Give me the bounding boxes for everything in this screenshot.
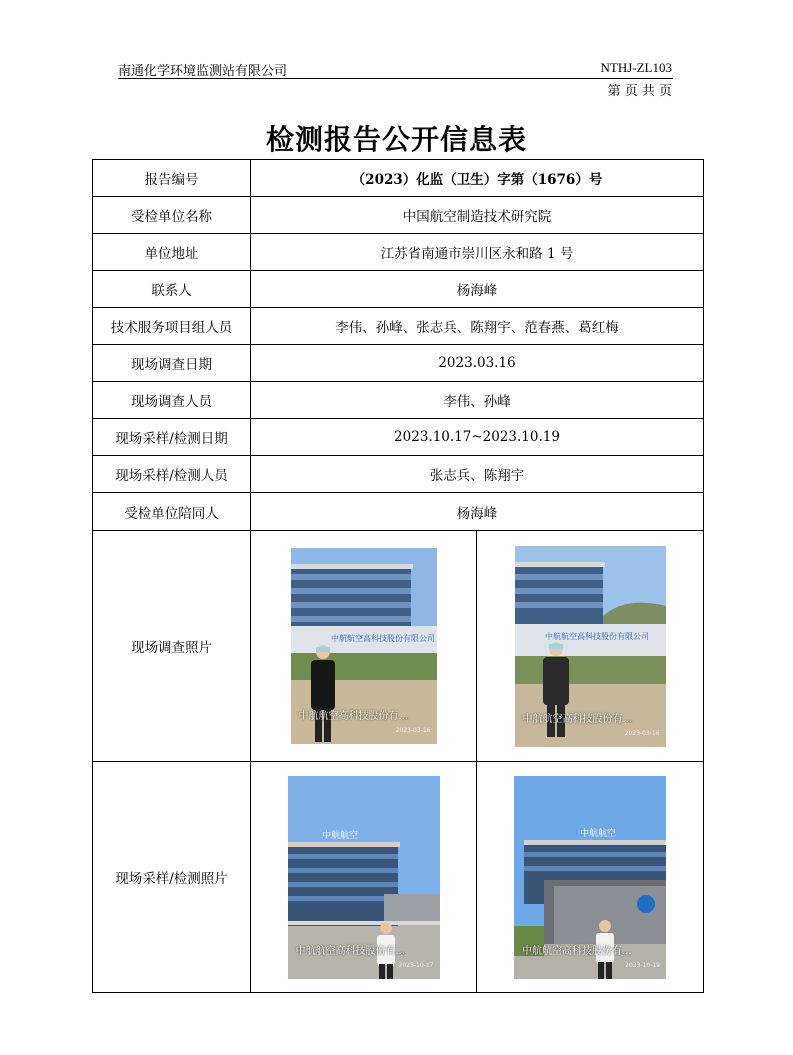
row-label: 报告编号 — [93, 160, 251, 197]
address-value: 江苏省南通市崇川区永和路 1 号 — [251, 234, 704, 271]
photo-cell — [477, 531, 704, 762]
svg-text:中航航空高科技股份有限公司: 中航航空高科技股份有限公司 — [544, 631, 649, 641]
photo-caption: 中航航空高科技股份有... — [522, 713, 633, 725]
row-label: 现场采样/检测照片 — [93, 762, 251, 993]
row-label: 现场采样/检测日期 — [93, 419, 251, 456]
row-label: 现场调查照片 — [93, 531, 251, 762]
table-row — [93, 234, 704, 271]
survey-staff-value: 李伟、孙峰 — [251, 382, 704, 419]
row-label: 技术服务项目组人员 — [93, 308, 251, 345]
company-name: 南通化学环境监测站有限公司 — [118, 64, 288, 79]
info-table — [92, 159, 704, 993]
row-label: 单位地址 — [93, 234, 251, 271]
photo-cell — [251, 531, 477, 762]
survey-date-value: 2023.03.16 — [251, 345, 704, 382]
sampling-photo — [288, 776, 440, 979]
header-divider — [118, 78, 673, 79]
photo-cell — [251, 762, 477, 993]
sampling-staff-value: 张志兵、陈翔宇 — [251, 456, 704, 493]
sampling-date-value: 2023.10.17~2023.10.19 — [251, 419, 704, 456]
svg-text:中航航空: 中航航空 — [321, 830, 358, 841]
document-title: 检测报告公开信息表 — [265, 123, 527, 156]
sampling-photo — [514, 776, 666, 979]
table-row — [93, 531, 704, 762]
photo-timestamp: 2023-03-16 — [624, 729, 660, 737]
row-label: 受检单位名称 — [93, 197, 251, 234]
table-row — [93, 271, 704, 308]
page-indicator: 第 页 共 页 — [607, 84, 672, 99]
table-row — [93, 762, 704, 993]
row-label: 现场调查人员 — [93, 382, 251, 419]
photo-timestamp: 2023-03-16 — [395, 727, 431, 734]
table-row — [93, 419, 704, 456]
svg-text:中航航空高科技股份有限公司: 中航航空高科技股份有限公司 — [330, 634, 435, 643]
contact-value: 杨海峰 — [251, 271, 704, 308]
table-row — [93, 456, 704, 493]
report-number-value: （2023）化监（卫生）字第（1676）号 — [251, 160, 704, 197]
row-label: 受检单位陪同人 — [93, 493, 251, 531]
photo-timestamp: 2023-10-19 — [625, 961, 660, 969]
row-label: 现场调查日期 — [93, 345, 251, 382]
photo-caption: 中航航空高科技股份有... — [295, 945, 406, 957]
accompanying-person-value: 杨海峰 — [251, 493, 704, 531]
table-row — [93, 160, 704, 197]
photo-cell — [477, 762, 704, 993]
table-row — [93, 197, 704, 234]
table-row — [93, 308, 704, 345]
photo-caption: 中航航空高科技股份有... — [522, 945, 632, 957]
table-row — [93, 493, 704, 531]
row-label: 现场采样/检测人员 — [93, 456, 251, 493]
photo-timestamp: 2023-10-17 — [398, 961, 434, 969]
site-survey-photo — [291, 548, 437, 744]
row-label: 联系人 — [93, 271, 251, 308]
table-row — [93, 382, 704, 419]
inspected-unit-value: 中国航空制造技术研究院 — [251, 197, 704, 234]
document-code: NTHJ-ZL103 — [600, 60, 672, 75]
table-row — [93, 345, 704, 382]
photo-caption: 中航航空高科技股份有... — [298, 711, 409, 722]
team-members-value: 李伟、孙峰、张志兵、陈翔宇、范春燕、葛红梅 — [251, 308, 704, 345]
site-survey-photo — [515, 546, 666, 747]
svg-text:中航航空: 中航航空 — [580, 828, 617, 839]
